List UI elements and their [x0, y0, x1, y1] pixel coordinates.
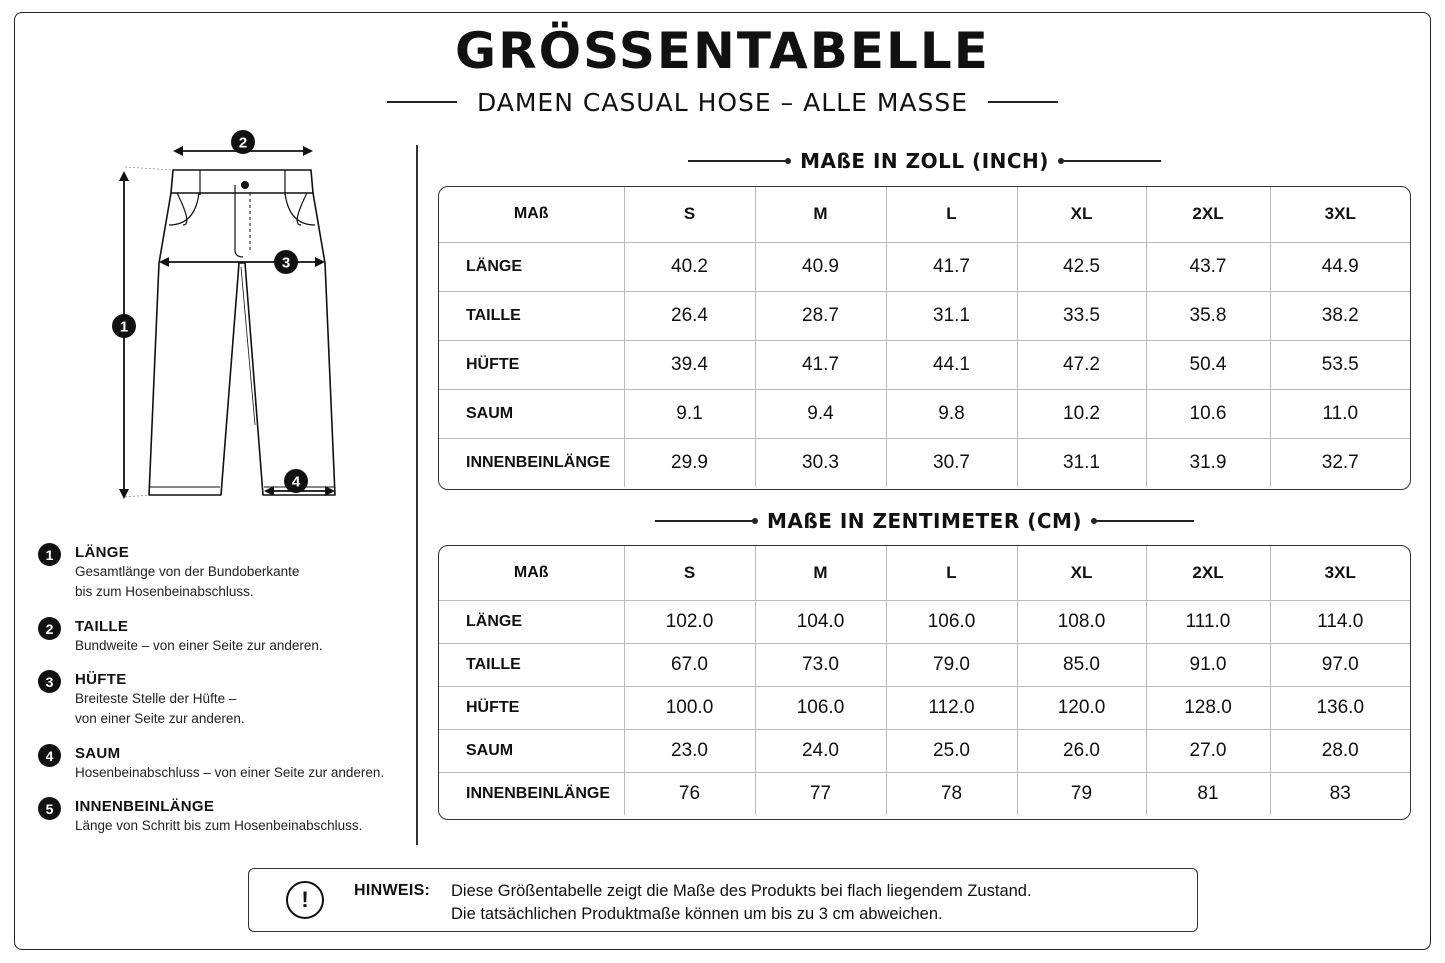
table-row	[439, 242, 1410, 291]
table-cell: 50.4	[1146, 340, 1270, 389]
table-cell: 108.0	[1017, 600, 1146, 643]
table-cell: 42.5	[1017, 242, 1146, 291]
row-label: LÄNGE	[439, 600, 624, 643]
table-cell: 102.0	[624, 600, 755, 643]
legend-title: LÄNGE	[75, 544, 129, 561]
marker-2	[231, 130, 255, 154]
table-cell: 79	[1017, 772, 1146, 815]
subtitle-rule-left	[387, 101, 457, 103]
hinweis-note	[248, 868, 1198, 932]
table-cell: 97.0	[1270, 643, 1410, 686]
table-cell: 41.7	[755, 340, 886, 389]
table-cell: 23.0	[624, 729, 755, 772]
legend-title: INNENBEINLÄNGE	[75, 798, 215, 815]
table-cell: 31.9	[1146, 438, 1270, 487]
table-cell: 106.0	[755, 686, 886, 729]
table-cell: 31.1	[1017, 438, 1146, 487]
row-label: SAUM	[439, 389, 624, 438]
table-row	[439, 389, 1410, 438]
table-cell: 27.0	[1146, 729, 1270, 772]
table-cell: 35.8	[1146, 291, 1270, 340]
exclamation-icon: !	[286, 881, 324, 919]
legend-item-length	[38, 543, 408, 617]
inch-heading-label: MAßE IN ZOLL (INCH)	[800, 149, 1049, 173]
legend-number: 2	[38, 617, 61, 640]
legend-number: 1	[38, 543, 61, 566]
measure-arrow-hip	[159, 257, 325, 267]
table-row	[439, 340, 1410, 389]
table-cell: 32.7	[1321, 451, 1359, 473]
svg-text:4: 4	[291, 473, 301, 491]
table-cell: 85.0	[1017, 643, 1146, 686]
marker-1	[112, 314, 136, 338]
table-cell: 26.4	[624, 291, 755, 340]
table-cell: 10.2	[1017, 389, 1146, 438]
table-row	[439, 729, 1410, 772]
column-header: XL	[1017, 546, 1146, 600]
column-header: 3XL	[1270, 187, 1410, 242]
table-cell: 53.5	[1270, 340, 1410, 389]
table-cell: 43.7	[1146, 242, 1270, 291]
table-cell: 28.7	[755, 291, 886, 340]
legend-title: SAUM	[75, 745, 121, 762]
svg-text:3: 3	[281, 254, 291, 272]
heading-rule-right	[1094, 520, 1194, 522]
table-cell: 10.6	[1146, 389, 1270, 438]
pants-diagram	[95, 125, 355, 520]
row-label: INNENBEINLÄNGE	[439, 772, 624, 815]
table-cell: 67.0	[624, 643, 755, 686]
table-header-row	[439, 187, 1410, 242]
table-cell: 24.0	[755, 729, 886, 772]
table-cell: 11.0	[1270, 389, 1410, 438]
marker-4	[284, 469, 308, 493]
table-cell: 40.9	[755, 242, 886, 291]
table-row	[439, 772, 1410, 815]
heading-rule-left	[688, 160, 788, 162]
legend-item-hem	[38, 744, 408, 797]
cm-heading-label: MAßE IN ZENTIMETER (CM)	[766, 509, 1083, 533]
table-cell: 30.3	[755, 438, 886, 487]
table-cell: 106.0	[886, 600, 1017, 643]
table-cell: 9.4	[755, 389, 886, 438]
subtitle-row	[0, 86, 1445, 118]
table-cell: 79.0	[886, 643, 1017, 686]
legend-desc: Gesamtlänge von der Bundoberkante bis zum Hosenbeinabschluss.	[75, 564, 300, 599]
pants-waistband	[171, 170, 313, 193]
column-header: 2XL	[1146, 187, 1270, 242]
table-cell: 104.0	[755, 600, 886, 643]
table-header-row	[439, 546, 1410, 600]
column-header: 2XL	[1146, 546, 1270, 600]
column-header: M	[755, 187, 886, 242]
heading-rule-right	[1061, 160, 1161, 162]
table-cell: 28.0	[1270, 729, 1410, 772]
pants-outline	[149, 193, 335, 495]
row-label: INNENBEINLÄNGE	[439, 438, 624, 487]
table-cell: 29.9	[624, 438, 755, 487]
table-cell: 120.0	[1017, 686, 1146, 729]
table-row	[439, 438, 1410, 487]
subtitle-rule-right	[988, 101, 1058, 103]
table-cell: 40.2	[624, 242, 755, 291]
row-label: TAILLE	[439, 643, 624, 686]
legend-desc: Länge von Schritt bis zum Hosenbeinabschluss.	[75, 818, 363, 833]
table-cell: 33.5	[1017, 291, 1146, 340]
row-label: TAILLE	[439, 291, 624, 340]
column-header: XL	[1017, 187, 1146, 242]
column-header: S	[624, 546, 755, 600]
marker-3	[274, 250, 298, 274]
legend-desc: Bundweite – von einer Seite zur anderen.	[75, 638, 323, 653]
table-cell: 81	[1146, 772, 1270, 815]
table-cell: 47.2	[1017, 340, 1146, 389]
legend-item-hip	[38, 670, 408, 744]
column-header: MAß	[439, 187, 624, 242]
row-label: HÜFTE	[439, 340, 624, 389]
heading-rule-left	[655, 520, 755, 522]
column-header: L	[886, 546, 1017, 600]
column-header: M	[755, 546, 886, 600]
page-title: GRÖSSENTABELLE	[455, 22, 990, 80]
vertical-divider	[416, 145, 418, 845]
row-label: HÜFTE	[439, 686, 624, 729]
table-cell: 9.1	[624, 389, 755, 438]
cm-size-table	[438, 545, 1411, 820]
table-cell: 76	[624, 772, 755, 815]
note-label: HINWEIS:	[354, 882, 431, 899]
table-row	[439, 643, 1410, 686]
inch-size-table	[438, 186, 1411, 490]
table-row	[439, 686, 1410, 729]
legend-number: 5	[38, 797, 61, 820]
table-cell: 38.2	[1270, 291, 1410, 340]
inch-section-heading	[438, 146, 1411, 176]
column-header: L	[886, 187, 1017, 242]
table-cell: 39.4	[624, 340, 755, 389]
table-cell: 31.1	[886, 291, 1017, 340]
table-cell: 100.0	[624, 686, 755, 729]
cm-section-heading	[438, 506, 1411, 536]
table-row	[439, 600, 1410, 643]
table-cell: 41.7	[886, 242, 1017, 291]
table-cell: 30.7	[886, 438, 1017, 487]
table-cell: 112.0	[886, 686, 1017, 729]
table-cell: 128.0	[1146, 686, 1270, 729]
legend-number: 3	[38, 670, 61, 693]
table-cell: 114.0	[1270, 600, 1410, 643]
row-label: SAUM	[439, 729, 624, 772]
table-cell: 44.9	[1270, 242, 1410, 291]
table-cell: 111.0	[1146, 600, 1270, 643]
legend-number: 4	[38, 744, 61, 767]
legend-title: TAILLE	[75, 618, 129, 635]
legend-title: HÜFTE	[75, 671, 127, 688]
svg-text:1: 1	[119, 318, 129, 336]
legend-item-waist	[38, 617, 408, 670]
table-cell: 91.0	[1146, 643, 1270, 686]
svg-text:2: 2	[238, 134, 248, 152]
column-header: MAß	[439, 546, 624, 600]
row-label: LÄNGE	[439, 242, 624, 291]
measurement-legend	[38, 543, 408, 850]
column-header: S	[624, 187, 755, 242]
table-cell: 78	[886, 772, 1017, 815]
table-cell: 44.1	[886, 340, 1017, 389]
table-cell: 25.0	[886, 729, 1017, 772]
table-cell: 73.0	[755, 643, 886, 686]
table-cell: 77	[755, 772, 886, 815]
button-icon	[241, 181, 249, 189]
table-row	[439, 291, 1410, 340]
table-cell: 9.8	[886, 389, 1017, 438]
table-cell: 26.0	[1017, 729, 1146, 772]
page-subtitle: DAMEN CASUAL HOSE – ALLE MASSE	[476, 87, 969, 117]
column-header: 3XL	[1270, 546, 1410, 600]
table-cell: 83	[1329, 782, 1351, 804]
note-text: Diese Größentabelle zeigt die Maße des Produkts bei flach liegendem Zustand. Die tatsächlichen Produktmaße können um bis zu 3 cm abweichen.	[451, 882, 1032, 923]
legend-desc: Hosenbeinabschluss – von einer Seite zur anderen.	[75, 765, 385, 780]
legend-item-inseam	[38, 797, 408, 850]
legend-desc: Breiteste Stelle der Hüfte – von einer Seite zur anderen.	[75, 691, 245, 726]
table-cell: 136.0	[1270, 686, 1410, 729]
